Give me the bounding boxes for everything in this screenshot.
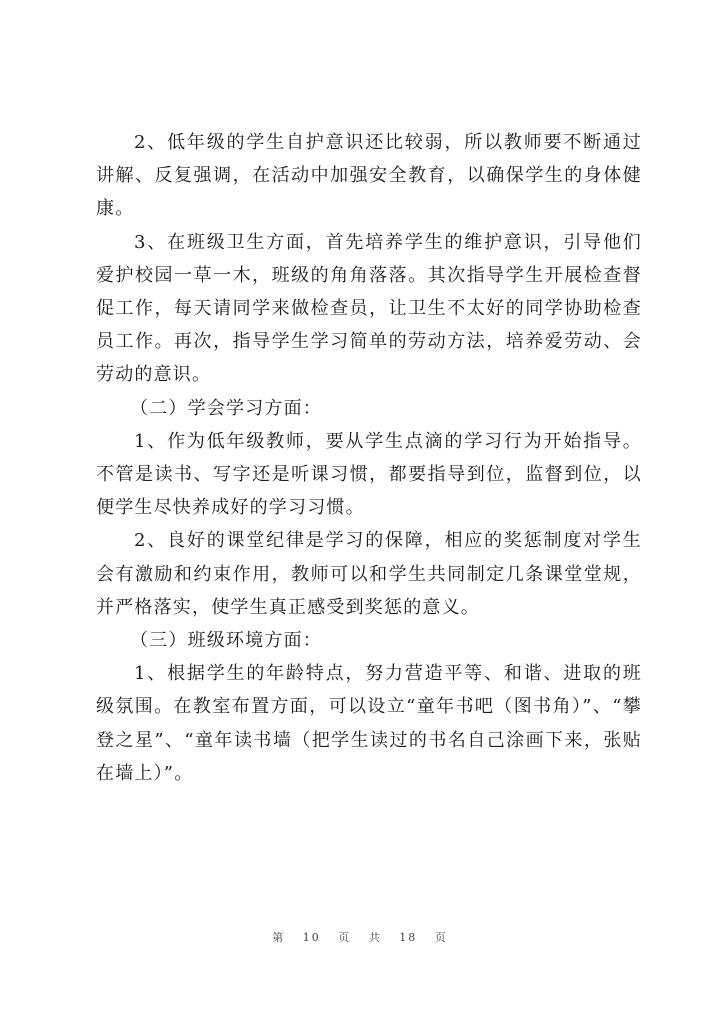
footer-label-total: 共 [368,931,382,944]
footer-label-total-unit: 页 [434,931,448,944]
paragraph-safety-education: 2、低年级的学生自护意识还比较弱，所以教师要不断通过讲解、反复强调，在活动中加强安全教育，以确保学生的身体健康。 [96,132,642,220]
footer-total-pages: 18 [399,931,418,944]
section-heading-learning: （二）学会学习方面： [130,397,322,419]
footer-label-page-unit: 页 [338,931,352,944]
footer-current-page: 10 [302,931,321,944]
document-body [96,126,642,790]
paragraph-class-hygiene: 3、在班级卫生方面，首先培养学生的维护意识，引导他们爱护校园一草一木，班级的角角落落。其次指导学生开展检查督促工作，每天请同学来做检查员，让卫生不太好的同学协助检查员工作。再次，指导学生学习简单的劳动方法，培养爱劳动、会劳动的意识。 [96,231,642,386]
page-footer [0,929,720,945]
paragraph-class-atmosphere: 1、根据学生的年龄特点，努力营造平等、和谐、进取的班级氛围。在教室布置方面，可以设立“童年书吧（图书角）”、“攀登之星”、“童年读书墙（把学生读过的书名自己涂画下来，张贴在墙上）”。 [96,663,642,784]
paragraph-classroom-discipline: 2、良好的课堂纪律是学习的保障，相应的奖惩制度对学生会有激励和约束作用，教师可以和学生共同制定几条课堂堂规，并严格落实，使学生真正感受到奖惩的意义。 [96,530,642,618]
section-heading-environment: （三）班级环境方面： [130,630,322,652]
paragraph-learning-habits: 1、作为低年级教师，要从学生点滴的学习行为开始指导。不管是读书、写字还是听课习惯，都要指导到位，监督到位，以便学生尽快养成好的学习习惯。 [96,430,642,519]
footer-label-page: 第 [272,931,286,944]
